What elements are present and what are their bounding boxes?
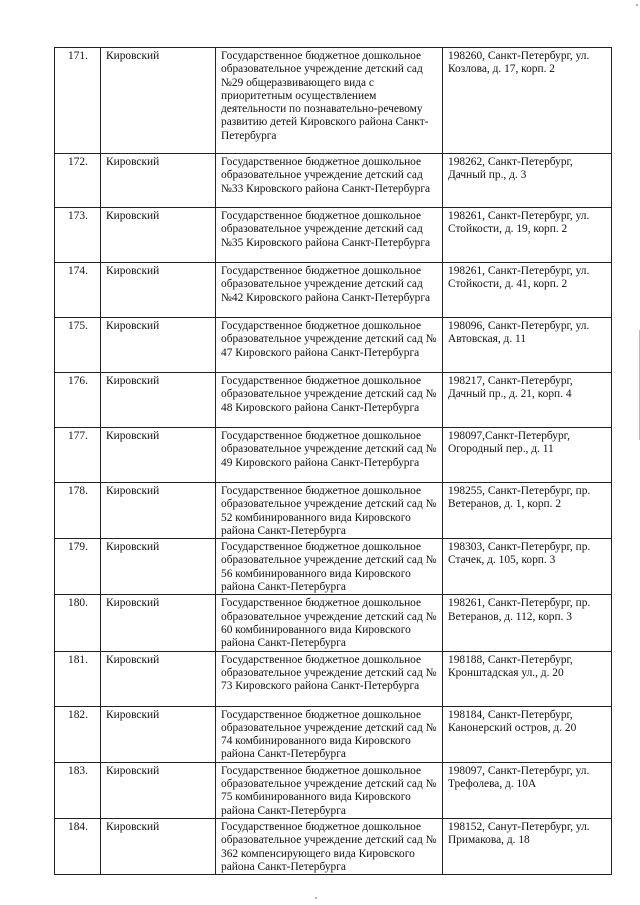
row-number: 179. xyxy=(55,539,101,595)
row-number: 175. xyxy=(55,318,101,373)
district-cell: Кировский xyxy=(101,154,216,208)
district-cell: Кировский xyxy=(101,428,216,483)
scan-speck xyxy=(315,897,317,899)
address-cell: 198260, Санкт-Петербург, ул. Козлова, д. 17, корп. 2 xyxy=(443,48,612,154)
institution-name-cell: Государственное бюджетное дошкольное образовательное учреждение детский сад №42 Кировского района Санкт-Петербурга xyxy=(216,263,443,318)
address-cell: 198303, Санкт-Петербург, пр. Стачек, д. 105, корп. 3 xyxy=(443,539,612,595)
table-row xyxy=(55,651,612,706)
address-cell: 198152, Санут-Петербург, ул. Примакова, д. 18 xyxy=(443,818,612,874)
row-number: 181. xyxy=(55,651,101,706)
district-cell: Кировский xyxy=(101,263,216,318)
row-number: 178. xyxy=(55,483,101,539)
institution-name-cell: Государственное бюджетное дошкольное образовательное учреждение детский сад № 56 комбинированного вида Кировского района Санкт-Петербурга xyxy=(216,539,443,595)
row-number: 177. xyxy=(55,428,101,483)
institutions-table-body xyxy=(55,48,612,875)
institution-name-cell: Государственное бюджетное дошкольное образовательное учреждение детский сад № 74 комбинированного вида Кировского района Санкт-Петербурга xyxy=(216,706,443,762)
institution-name-cell: Государственное бюджетное дошкольное образовательное учреждение детский сад №33 Кировского района Санкт-Петербурга xyxy=(216,154,443,208)
row-number: 182. xyxy=(55,706,101,762)
address-cell: 198255, Санкт-Петербург, пр. Ветеранов, д. 1, корп. 2 xyxy=(443,483,612,539)
address-cell: 198261, Санкт-Петербург, пр. Ветеранов, д. 112, корп. 3 xyxy=(443,595,612,651)
address-cell: 198097,Санкт-Петербург, Огородный пер., д. 11 xyxy=(443,428,612,483)
district-cell: Кировский xyxy=(101,48,216,154)
district-cell: Кировский xyxy=(101,762,216,818)
table-row xyxy=(55,154,612,208)
row-number: 174. xyxy=(55,263,101,318)
row-number: 173. xyxy=(55,208,101,263)
table-row xyxy=(55,428,612,483)
table-row xyxy=(55,818,612,874)
address-cell: 198096, Санкт-Петербург, ул. Автовская, д. 11 xyxy=(443,318,612,373)
institution-name-cell: Государственное бюджетное дошкольное образовательное учреждение детский сад № 60 комбинированного вида Кировского района Санкт-Петербурга xyxy=(216,595,443,651)
table-row xyxy=(55,595,612,651)
district-cell: Кировский xyxy=(101,595,216,651)
table-row xyxy=(55,263,612,318)
table-row xyxy=(55,539,612,595)
address-cell: 198261, Санкт-Петербург, ул. Стойкости, д. 19, корп. 2 xyxy=(443,208,612,263)
scan-speck xyxy=(636,4,638,6)
institution-name-cell: Государственное бюджетное дошкольное образовательное учреждение детский сад № 362 компенсирующего вида Кировского района Санкт-Петербурга xyxy=(216,818,443,874)
district-cell: Кировский xyxy=(101,373,216,428)
district-cell: Кировский xyxy=(101,818,216,874)
table-row xyxy=(55,483,612,539)
table-row xyxy=(55,48,612,154)
table-row xyxy=(55,762,612,818)
row-number: 172. xyxy=(55,154,101,208)
institution-name-cell: Государственное бюджетное дошкольное образовательное учреждение детский сад №29 общеразвивающего вида с приоритетным осуществлением деятельности по познавательно-речевому развитию детей Кировского района Санкт-Петербурга xyxy=(216,48,443,154)
row-number: 183. xyxy=(55,762,101,818)
row-number: 180. xyxy=(55,595,101,651)
district-cell: Кировский xyxy=(101,318,216,373)
institution-name-cell: Государственное бюджетное дошкольное образовательное учреждение детский сад № 47 Кировского района Санкт-Петербурга xyxy=(216,318,443,373)
district-cell: Кировский xyxy=(101,706,216,762)
institution-name-cell: Государственное бюджетное дошкольное образовательное учреждение детский сад №35 Кировского района Санкт-Петербурга xyxy=(216,208,443,263)
address-cell: 198188, Санкт-Петербург, Кронштадская ул., д. 20 xyxy=(443,651,612,706)
address-cell: 198184, Санкт-Петербург, Канонерский остров, д. 20 xyxy=(443,706,612,762)
institution-name-cell: Государственное бюджетное дошкольное образовательное учреждение детский сад № 52 комбинированного вида Кировского района Санкт-Петербурга xyxy=(216,483,443,539)
row-number: 184. xyxy=(55,818,101,874)
table-row xyxy=(55,318,612,373)
institutions-table xyxy=(54,47,612,875)
institution-name-cell: Государственное бюджетное дошкольное образовательное учреждение детский сад № 75 комбинированного вида Кировского района Санкт-Петербурга xyxy=(216,762,443,818)
district-cell: Кировский xyxy=(101,208,216,263)
row-number: 171. xyxy=(55,48,101,154)
institution-name-cell: Государственное бюджетное дошкольное образовательное учреждение детский сад № 48 Кировского района Санкт-Петербурга xyxy=(216,373,443,428)
district-cell: Кировский xyxy=(101,483,216,539)
table-row xyxy=(55,706,612,762)
row-number: 176. xyxy=(55,373,101,428)
table-row xyxy=(55,373,612,428)
institution-name-cell: Государственное бюджетное дошкольное образовательное учреждение детский сад № 73 Кировского района Санкт-Петербурга xyxy=(216,651,443,706)
table-row xyxy=(55,208,612,263)
district-cell: Кировский xyxy=(101,651,216,706)
address-cell: 198261, Санкт-Петербург, ул. Стойкости, д. 41, корп. 2 xyxy=(443,263,612,318)
address-cell: 198097, Санкт-Петербург, ул. Трефолева, д. 10А xyxy=(443,762,612,818)
institution-name-cell: Государственное бюджетное дошкольное образовательное учреждение детский сад № 49 Кировского района Санкт-Петербурга xyxy=(216,428,443,483)
district-cell: Кировский xyxy=(101,539,216,595)
address-cell: 198262, Санкт-Петербург, Дачный пр., д. 3 xyxy=(443,154,612,208)
address-cell: 198217, Санкт-Петербург, Дачный пр., д. 21, корп. 4 xyxy=(443,373,612,428)
